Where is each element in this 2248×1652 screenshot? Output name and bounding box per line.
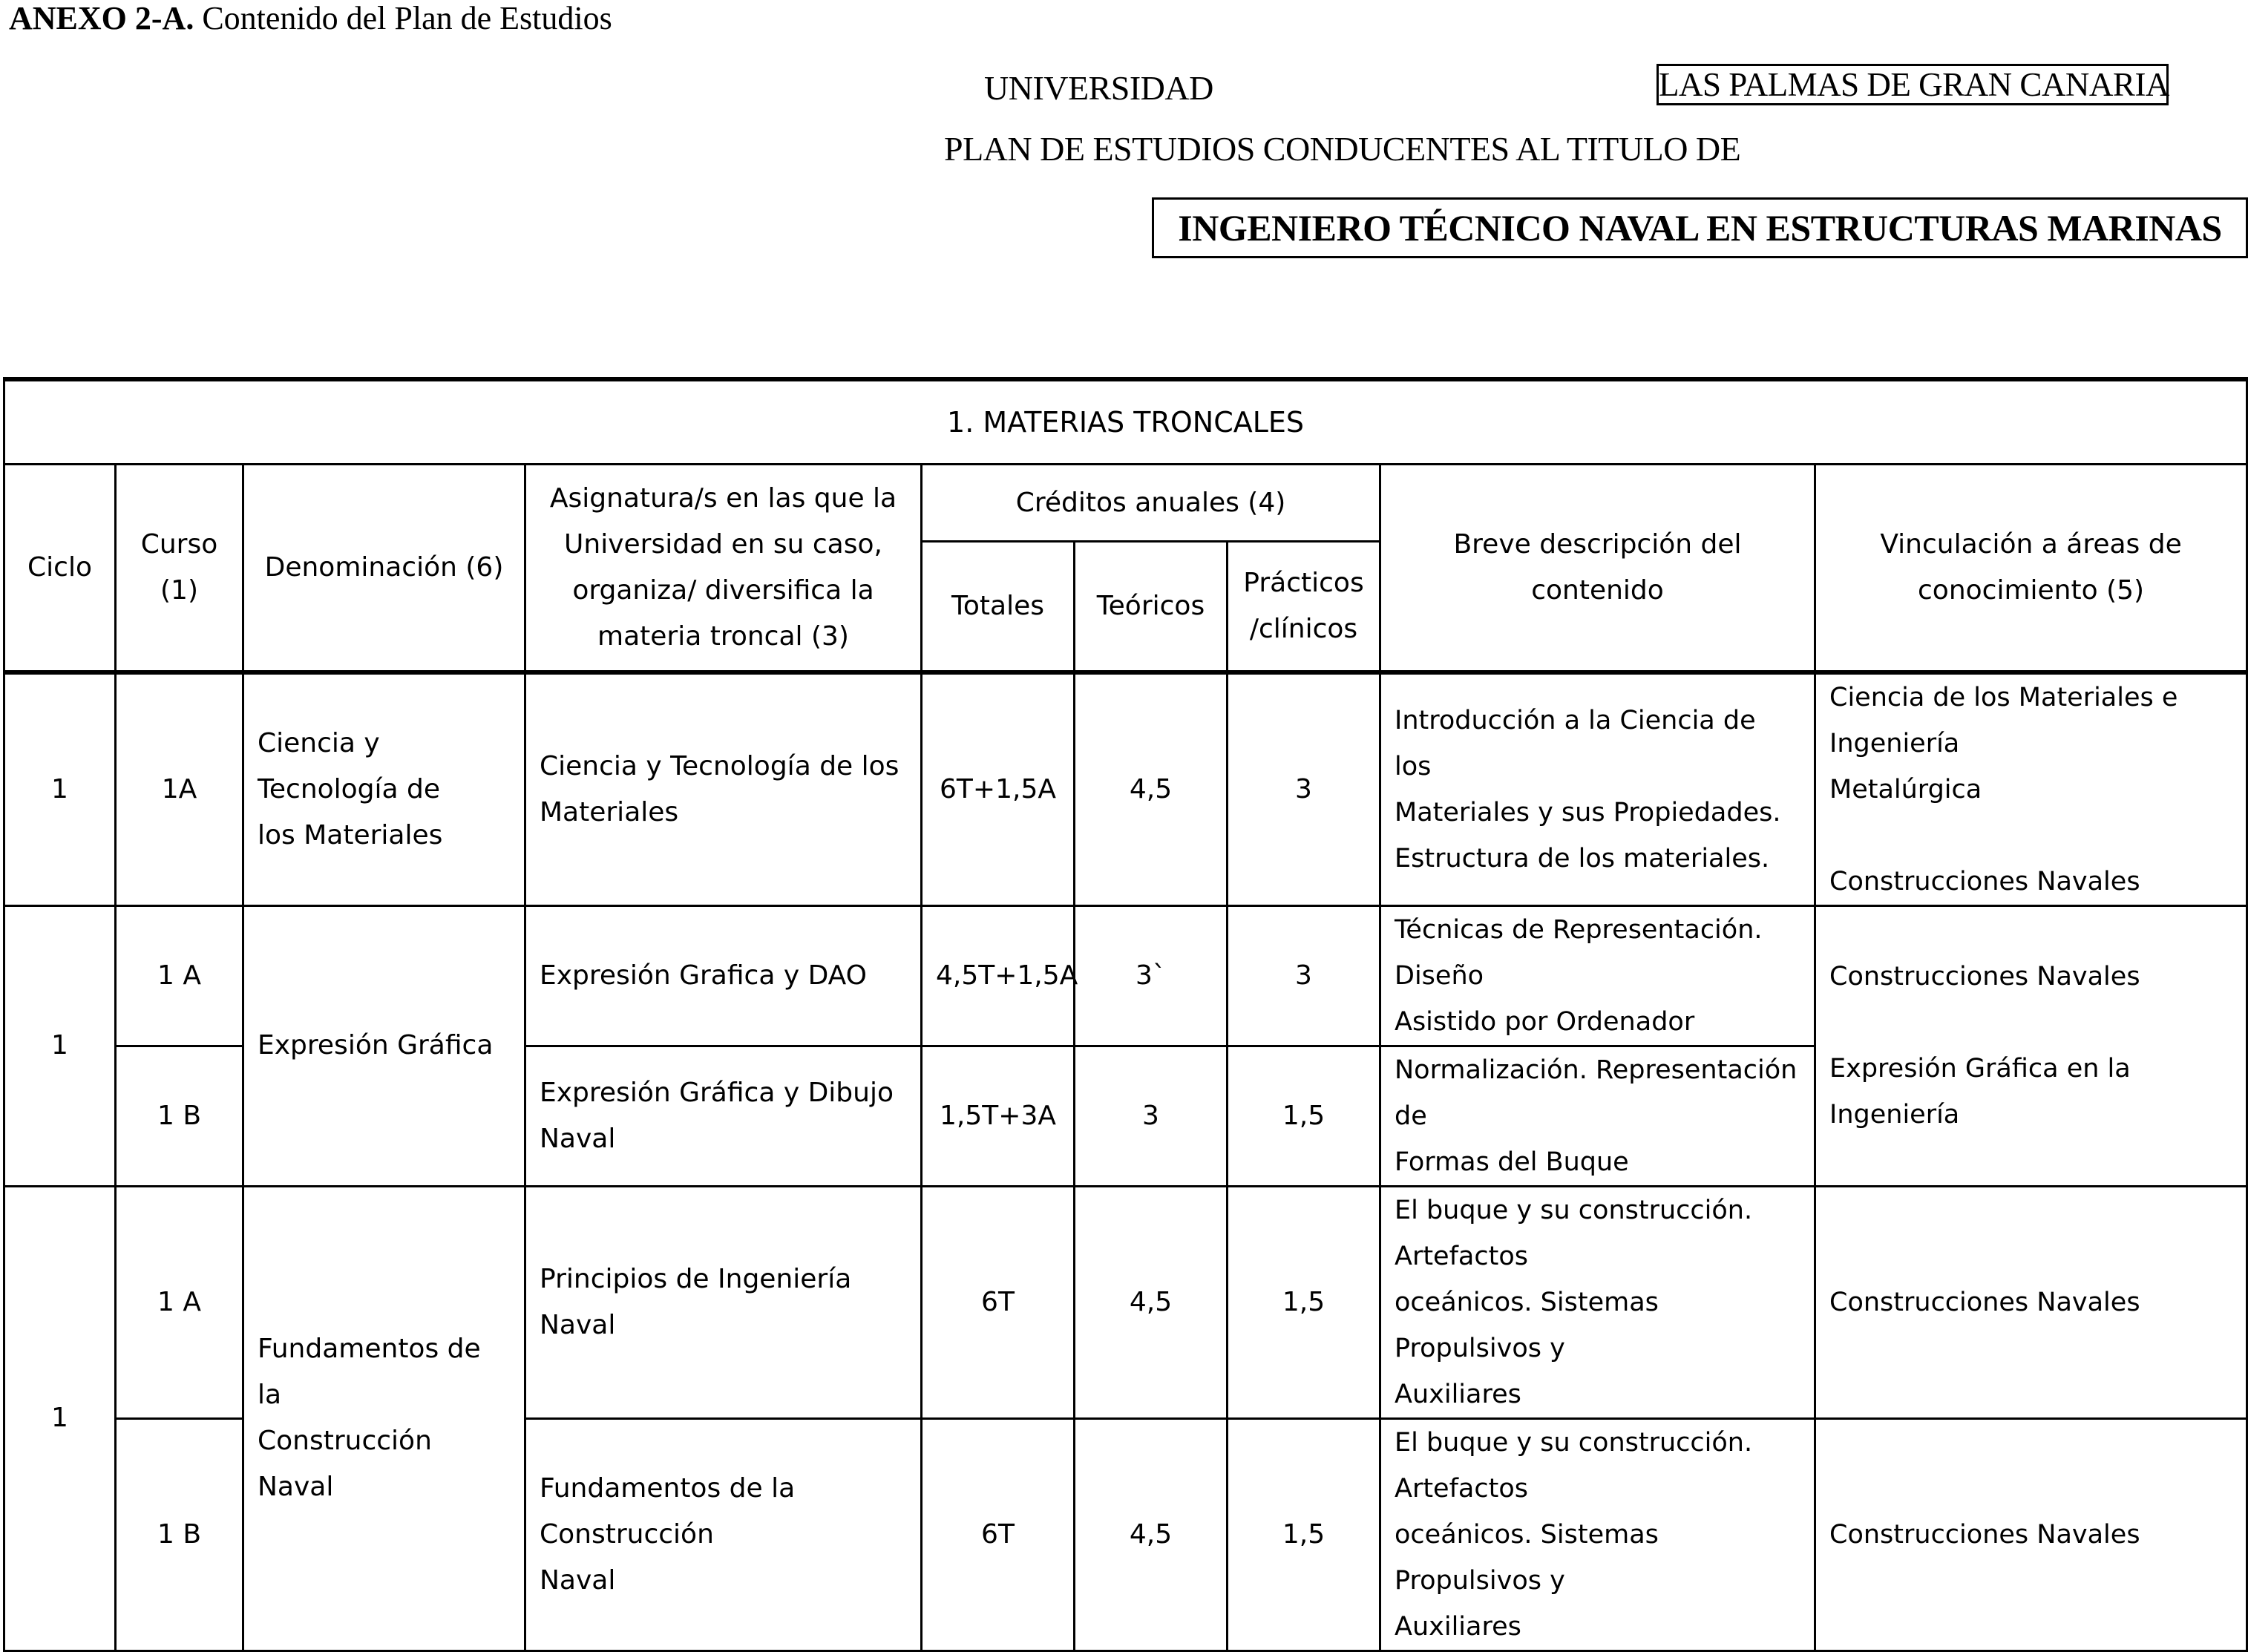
cell-descripcion-text: Técnicas de Representación. Diseño Asistido por Ordenador (1395, 914, 1763, 1037)
cell-practicos: 1,5 (1228, 1418, 1380, 1651)
curriculum-table (3, 377, 2248, 1652)
cell-teoricos: 4,5 (1075, 1418, 1228, 1651)
cell-descripcion (1380, 1046, 1815, 1186)
cell-descripcion-text: Introducción a la Ciencia de los Materiales y sus Propiedades. Estructura de los materiales. (1395, 705, 1781, 873)
cell-denominacion-text: Ciencia y Tecnología de los Materiales (258, 727, 443, 850)
cell-asignatura: Expresión Grafica y DAO (525, 905, 922, 1046)
header-asignatura (525, 465, 922, 672)
cell-curso: 1 B (116, 1418, 243, 1651)
header-curso-text: Curso (1) (140, 528, 218, 606)
cell-ciclo: 1 (4, 672, 116, 906)
cell-practicos: 1,5 (1228, 1046, 1380, 1186)
cell-areas: Construcciones Navales (1815, 1186, 2247, 1418)
cell-totales: 1,5T+3A (922, 1046, 1075, 1186)
university-name-box: LAS PALMAS DE GRAN CANARIA (1656, 64, 2169, 105)
cell-descripcion-text: El buque y su construcción. Artefactos oceánicos. Sistemas Propulsivos y Auxiliares (1395, 1195, 1753, 1409)
header-practicos-text: Prácticos /clínicos (1243, 567, 1364, 644)
university-label: UNIVERSIDAD (984, 69, 1213, 107)
cell-totales: 4,5T+1,5A (922, 905, 1075, 1046)
cell-descripcion-text: El buque y su construcción. Artefactos oceánicos. Sistemas Propulsivos y Auxiliares (1395, 1427, 1753, 1642)
cell-areas: Construcciones Navales (1815, 1418, 2247, 1651)
cell-curso: 1 A (116, 1186, 243, 1418)
annex-heading (9, 0, 612, 37)
table-title-row (4, 379, 2247, 465)
cell-denominacion (243, 672, 525, 906)
plan-title: PLAN DE ESTUDIOS CONDUCENTES AL TITULO DE (944, 130, 1741, 168)
cell-ciclo: 1 (4, 905, 116, 1186)
cell-denominacion-text: Fundamentos de la Construcción Naval (258, 1334, 481, 1502)
cell-asignatura (525, 1418, 922, 1651)
header-vinculacion (1815, 465, 2247, 672)
header-asignatura-text: Asignatura/s en las que la Universidad en su caso, organiza/ diversifica la materia troncal (3) (549, 482, 897, 652)
cell-teoricos: 4,5 (1075, 1186, 1228, 1418)
cell-teoricos: 3` (1075, 905, 1228, 1046)
header-totales: Totales (922, 542, 1075, 672)
cell-descripcion (1380, 905, 1815, 1046)
header-practicos (1228, 542, 1380, 672)
cell-totales: 6T (922, 1186, 1075, 1418)
section-title: 1. MATERIAS TRONCALES (4, 379, 2247, 465)
cell-curso: 1 B (116, 1046, 243, 1186)
cell-descripcion (1380, 1418, 1815, 1651)
cell-descripcion (1380, 672, 1815, 906)
cell-areas-text: Ciencia de los Materiales e Ingeniería Metalúrgica Construcciones Navales (1829, 682, 2178, 897)
cell-practicos: 3 (1228, 905, 1380, 1046)
cell-totales: 6T (922, 1418, 1075, 1651)
annex-subtitle: Contenido del Plan de Estudios (194, 0, 612, 36)
table-row (4, 672, 2247, 906)
header-vinculacion-text: Vinculación a áreas de conocimiento (5) (1880, 528, 2182, 606)
cell-asignatura-text: Ciencia y Tecnología de los Materiales (540, 750, 899, 827)
cell-asignatura: Principios de Ingeniería Naval (525, 1186, 922, 1418)
cell-denominacion: Expresión Gráfica (243, 905, 525, 1186)
cell-curso: 1 A (116, 905, 243, 1046)
cell-ciclo: 1 (4, 1186, 116, 1651)
cell-curso: 1A (116, 672, 243, 906)
cell-areas (1815, 672, 2247, 906)
header-teoricos: Teóricos (1075, 542, 1228, 672)
cell-teoricos: 3 (1075, 1046, 1228, 1186)
cell-areas-text: Construcciones Navales Expresión Gráfica en la Ingeniería (1829, 962, 2140, 1130)
cell-practicos: 3 (1228, 672, 1380, 906)
cell-areas (1815, 905, 2247, 1186)
cell-denominacion (243, 1186, 525, 1651)
cell-teoricos: 4,5 (1075, 672, 1228, 906)
header-creditos: Créditos anuales (4) (922, 465, 1380, 542)
annex-label: ANEXO 2-A. (9, 0, 194, 36)
cell-descripcion-text: Normalización. Representación de Formas del Buque (1395, 1055, 1798, 1177)
table-row (4, 1186, 2247, 1418)
header-curso (116, 465, 243, 672)
degree-title-box: INGENIERO TÉCNICO NAVAL EN ESTRUCTURAS MARINAS (1152, 197, 2248, 258)
cell-totales: 6T+1,5A (922, 672, 1075, 906)
header-denominacion: Denominación (6) (243, 465, 525, 672)
cell-asignatura (525, 672, 922, 906)
cell-asignatura-text: Fundamentos de la Construcción Naval (540, 1472, 796, 1596)
header-ciclo: Ciclo (4, 465, 116, 672)
header-row (4, 465, 2247, 542)
header-descripcion: Breve descripción del contenido (1380, 465, 1815, 672)
cell-descripcion (1380, 1186, 1815, 1418)
cell-practicos: 1,5 (1228, 1186, 1380, 1418)
cell-asignatura: Expresión Gráfica y Dibujo Naval (525, 1046, 922, 1186)
table-row (4, 905, 2247, 1046)
